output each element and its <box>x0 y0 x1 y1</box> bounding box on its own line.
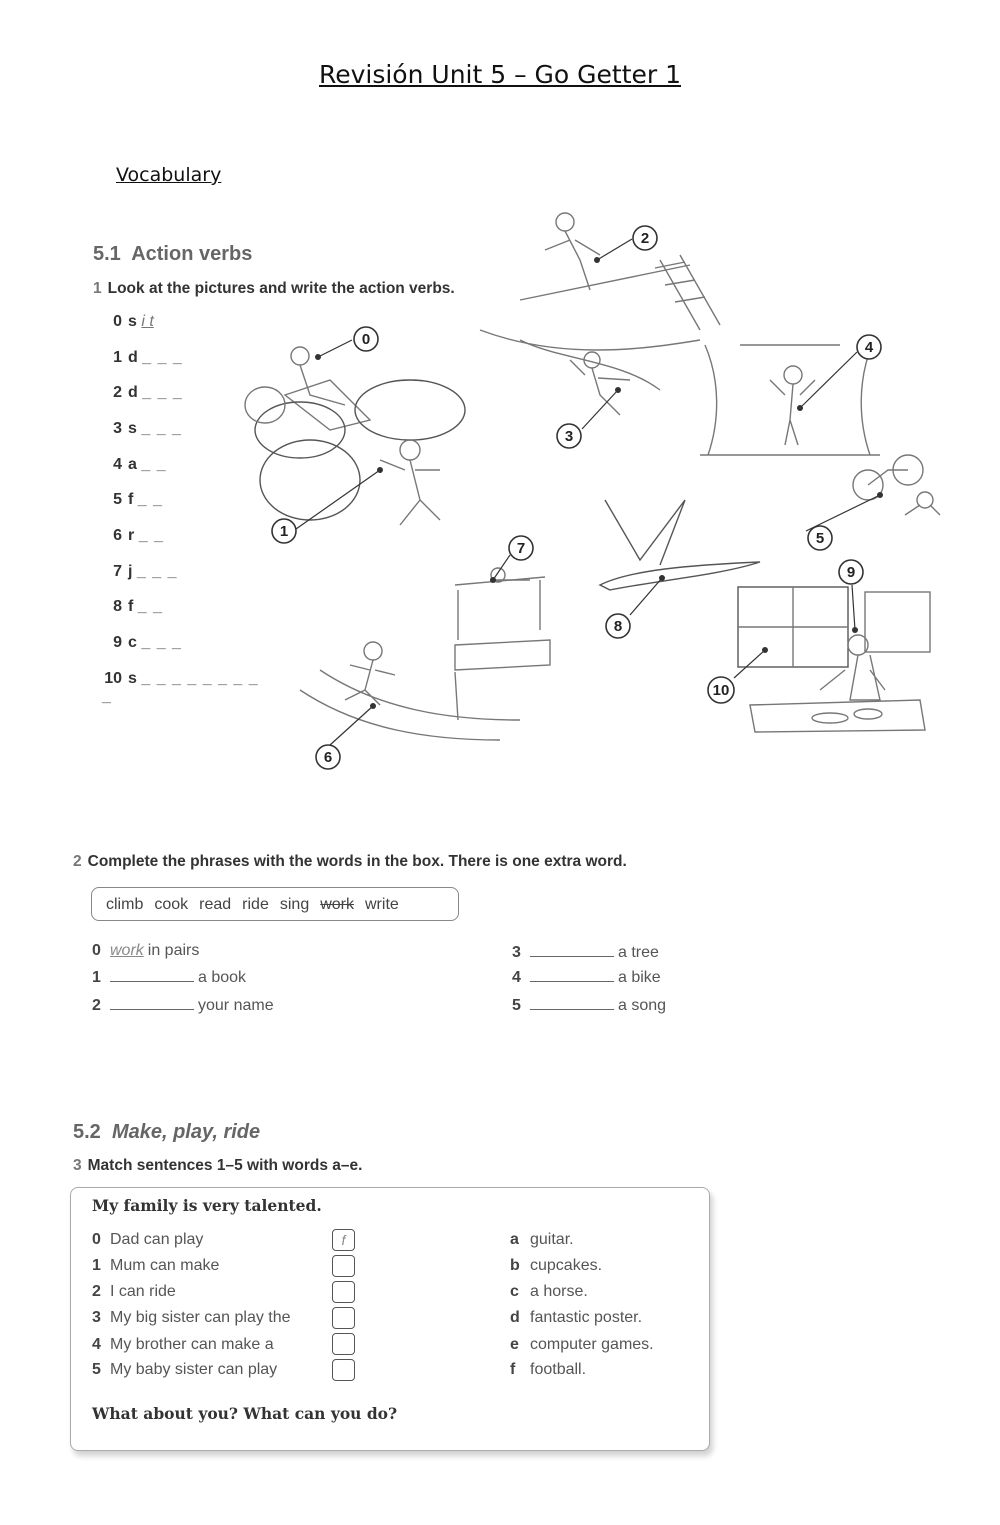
word-option: write <box>365 896 399 913</box>
first-letter: f <box>128 491 134 508</box>
flying-bird-icon <box>600 500 760 590</box>
sentence-item <box>92 1361 277 1385</box>
jumping-person-icon <box>455 568 550 670</box>
answer-line[interactable] <box>530 967 614 982</box>
first-letter: r <box>128 527 135 544</box>
phrase-item[interactable] <box>92 995 274 1019</box>
phrase-item[interactable] <box>92 967 246 991</box>
option-letter: b <box>510 1257 520 1274</box>
answer-blank: _ _ _ <box>141 420 182 437</box>
answer-blank: _ _ _ <box>141 634 182 651</box>
item-number: 2 <box>92 1283 101 1300</box>
answer-blank: _ _ <box>137 491 164 508</box>
first-letter: s <box>128 313 137 330</box>
sentence-item <box>92 1231 203 1255</box>
first-letter: d <box>128 349 138 366</box>
diving-person-icon <box>480 213 720 350</box>
item-number: 5 <box>92 1361 101 1378</box>
sentence-text: My big sister can play the <box>110 1309 291 1326</box>
vocabulary-heading: Vocabulary <box>116 164 222 186</box>
item-number: 7 <box>113 563 122 580</box>
phrase-item[interactable] <box>512 942 659 966</box>
phrase-item <box>92 942 199 966</box>
section-5-1-title <box>93 243 252 266</box>
instruction-text: Match sentences 1–5 with words a–e. <box>87 1157 363 1174</box>
option-item <box>510 1283 588 1301</box>
example-answer: work <box>110 942 144 959</box>
sentence-item <box>92 1336 274 1360</box>
answer-checkbox[interactable] <box>332 1359 355 1381</box>
example-answer: i t <box>141 313 154 330</box>
word-option: ride <box>242 896 269 913</box>
sentence-item <box>92 1257 219 1281</box>
word-box <box>91 887 459 921</box>
item-number: 3 <box>113 420 122 437</box>
item-number: 3 <box>92 1309 101 1326</box>
first-letter: c <box>128 634 137 651</box>
option-letter: a <box>510 1231 519 1248</box>
answer-blank: _ _ _ <box>142 349 183 366</box>
label-text: 3 <box>564 428 574 445</box>
sentence-text: I can ride <box>110 1283 176 1300</box>
action-verbs-illustration <box>230 205 950 780</box>
answer-checkbox[interactable] <box>332 1307 355 1329</box>
label-text: 6 <box>323 749 333 766</box>
item-number: 9 <box>113 634 122 651</box>
label-text: 10 <box>712 682 730 699</box>
answer-blank: _ _ _ <box>142 384 183 401</box>
item-number: 5 <box>113 491 122 508</box>
item-number: 10 <box>104 670 122 687</box>
phrase-text: in pairs <box>147 942 200 959</box>
answer-blank: _ _ <box>141 456 167 473</box>
item-number: 6 <box>113 527 122 544</box>
first-letter: s <box>128 420 137 437</box>
answer-line[interactable] <box>110 995 194 1010</box>
exercise-number: 1 <box>93 280 102 297</box>
section-5-2-title <box>73 1121 260 1144</box>
section-number: 5.2 <box>73 1121 101 1143</box>
phrase-text: a book <box>198 969 247 986</box>
dancing-person-icon <box>260 440 440 525</box>
option-text: fantastic poster. <box>530 1309 643 1326</box>
exercise-number: 2 <box>73 853 82 870</box>
section-name: Action verbs <box>131 243 253 265</box>
label-text: 7 <box>516 540 526 557</box>
answer-blank: _ _ <box>138 527 164 544</box>
item-number: 4 <box>512 969 521 986</box>
exercise-number: 3 <box>73 1157 82 1174</box>
answer-line[interactable] <box>530 995 614 1010</box>
exercise-2-instruction <box>73 853 627 871</box>
item-number: 1 <box>113 349 122 366</box>
answer-blank: _ _ _ <box>136 563 178 580</box>
answer-line[interactable] <box>110 967 194 982</box>
phrase-item[interactable] <box>512 967 661 991</box>
item-number: 0 <box>92 1231 101 1248</box>
swimming-person-icon <box>520 340 660 415</box>
label-text: 8 <box>613 618 623 635</box>
running-person-icon <box>300 642 520 740</box>
matching-box-heading: My family is very talented. <box>92 1196 322 1215</box>
answer-blank: _ _ <box>137 598 164 615</box>
option-letter: f <box>510 1361 516 1378</box>
first-letter: f <box>128 598 134 615</box>
section-name: Make, play, ride <box>111 1121 261 1143</box>
phrase-text: a bike <box>618 969 661 986</box>
label-text: 0 <box>361 331 371 348</box>
label-text: 9 <box>846 564 856 581</box>
label-text: 2 <box>640 230 650 247</box>
label-text: 1 <box>279 523 289 540</box>
answer-blank: _ _ _ _ _ _ _ _ _ <box>102 670 259 705</box>
item-number: 1 <box>92 1257 101 1274</box>
option-text: football. <box>530 1361 587 1378</box>
sentence-item <box>92 1309 291 1333</box>
option-text: guitar. <box>530 1231 574 1248</box>
phrase-text: a tree <box>618 944 659 961</box>
option-letter: d <box>510 1309 520 1326</box>
answer-checkbox[interactable] <box>332 1281 355 1303</box>
option-text: a horse. <box>530 1283 588 1300</box>
sentence-text: My brother can make a <box>110 1336 274 1353</box>
word-option: sing <box>279 896 310 913</box>
item-number: 2 <box>113 384 122 401</box>
sitting-person-icon <box>245 347 465 458</box>
sentence-text: Dad can play <box>110 1231 204 1248</box>
cooking-person-icon <box>738 587 930 732</box>
option-item <box>510 1336 654 1354</box>
item-number: 4 <box>92 1336 101 1353</box>
first-letter: a <box>128 456 137 473</box>
exercise-3-instruction <box>73 1157 362 1175</box>
word-option: read <box>199 896 232 913</box>
first-letter: d <box>128 384 138 401</box>
item-number: 4 <box>113 456 122 473</box>
answer-checkbox[interactable] <box>332 1333 355 1355</box>
label-text: 5 <box>815 530 825 547</box>
singing-person-icon <box>700 345 880 455</box>
document-title: Revisión Unit 5 – Go Getter 1 <box>318 60 682 89</box>
word-option-used: work <box>320 896 354 913</box>
sentence-text: Mum can make <box>110 1257 220 1274</box>
option-text: cupcakes. <box>530 1257 603 1274</box>
section-number: 5.1 <box>93 243 121 265</box>
option-item <box>510 1231 574 1249</box>
instruction-text: Look at the pictures and write the action verbs. <box>107 280 455 297</box>
item-number: 5 <box>512 997 521 1014</box>
option-item <box>510 1257 602 1275</box>
option-item <box>510 1309 642 1327</box>
item-number: 1 <box>92 969 101 986</box>
option-letter: c <box>510 1283 519 1300</box>
phrase-text: your name <box>198 997 274 1014</box>
item-number: 3 <box>512 944 521 961</box>
option-letter: e <box>510 1336 519 1353</box>
item-number: 0 <box>113 313 122 330</box>
item-number: 8 <box>113 598 122 615</box>
sentence-text: My baby sister can play <box>110 1361 278 1378</box>
answer-checkbox[interactable] <box>332 1255 355 1277</box>
matching-box-footer: What about you? What can you do? <box>92 1404 398 1423</box>
option-item <box>510 1361 586 1379</box>
answer-checkbox[interactable]: f <box>332 1229 355 1251</box>
phrase-item[interactable] <box>512 995 666 1019</box>
answer-line[interactable] <box>530 942 614 957</box>
sentence-item <box>92 1283 176 1307</box>
instruction-text: Complete the phrases with the words in the box. There is one extra word. <box>87 853 627 870</box>
falling-person-icon <box>853 455 940 515</box>
item-number: 0 <box>92 942 101 959</box>
phrase-text: a song <box>618 997 667 1014</box>
item-number: 2 <box>92 997 101 1014</box>
word-option: climb <box>106 896 144 913</box>
first-letter: s <box>128 670 137 687</box>
option-text: computer games. <box>530 1336 654 1353</box>
label-text: 4 <box>864 339 874 356</box>
first-letter: j <box>128 563 133 580</box>
word-option: cook <box>154 896 189 913</box>
